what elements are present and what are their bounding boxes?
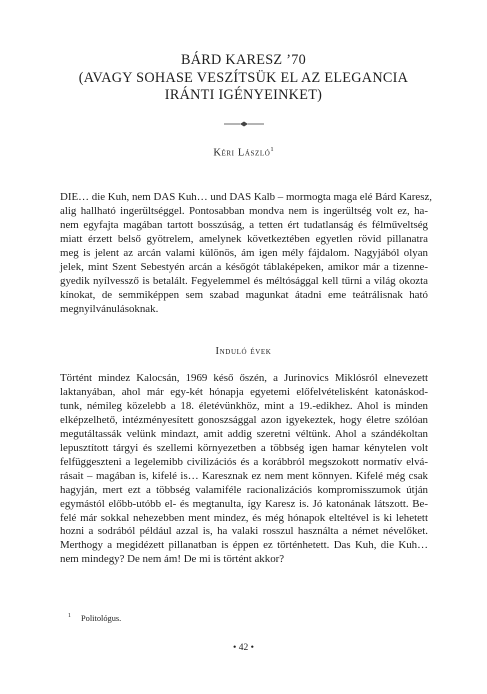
text-line: kínokat, de semmiképpen sem szabad magunkat átadni eme teátrálisnak ható bbox=[60, 288, 428, 301]
text-line: meg is jelent az arcán valami különös, ám igen mély fájdalom. Nagyjából olyan bbox=[60, 246, 428, 259]
author-line bbox=[60, 146, 427, 159]
text-line: gyedik nyílvessző is betalált. Fegyelemmel és méltósággal kell tűrni a világ okozta bbox=[60, 274, 428, 287]
body-paragraph bbox=[60, 372, 428, 567]
author-name: Kéri László bbox=[213, 147, 271, 159]
text-line: megnyilvánulásoknak. bbox=[60, 302, 159, 315]
text-line: laktanyában, ahol már egy-két hónapja egyetemi előfelvételisként katonáskod- bbox=[60, 385, 428, 398]
text-line: jelek, mint Szent Sebestyén arcán a későgót táblaképeken, amikor már a tizenne- bbox=[60, 260, 428, 273]
title-line: (AVAGY SOHASE VESZÍTSÜK EL AZ ELEGANCIA bbox=[78, 69, 409, 86]
intro-paragraph bbox=[60, 191, 433, 317]
divider-ornament bbox=[224, 120, 264, 128]
text-line: Merthogy a megidézett pillanatban is éppen ez történhetett. Das Kuh, die Kuh… bbox=[60, 539, 428, 552]
text-line: nem egyfajta magában tartott bosszúság, a tetten ért tudatlanság és félműveltség bbox=[60, 218, 428, 231]
text-line: DIE… die Kuh, nem DAS Kuh… und DAS Kalb – mormogta maga elé Bárd Karesz, bbox=[60, 191, 433, 203]
text-line: felfüggeszteni a legelemibb civilizációs és a korábbról megszokott normatív elvá- bbox=[60, 455, 428, 468]
text-line: hozni a sodrából például azzal is, ha valaki rosszul használta a német névelőket. bbox=[60, 525, 428, 538]
chapter-title bbox=[60, 52, 427, 105]
text-line: Történt mindez Kalocsán, 1969 késő őszén, a Jurinovics Miklósról elnevezett bbox=[60, 372, 428, 384]
text-line: nem mindegy? De nem ám! De mi is történt akkor? bbox=[60, 553, 285, 566]
title-line: IRÁNTI IGÉNYEINKET) bbox=[164, 87, 323, 103]
author-footnote-mark: 1 bbox=[270, 146, 274, 153]
page-number: • 42 • bbox=[233, 643, 254, 653]
text-line: tunk, némileg közelebb a 18. életévünkhöz, mint a 19.-edikhez. Ahol is minden bbox=[60, 399, 428, 412]
text-line: alig hallható ingerültséggel. Pontosabban mondva nem is ingerültség volt ez, ha- bbox=[60, 204, 428, 217]
text-line: felé már sokkal nehezebben ment mindez, és még hónapok elteltével is ki lehetett bbox=[60, 511, 428, 524]
title-line: BÁRD KARESZ ’70 bbox=[180, 52, 307, 68]
footnote bbox=[68, 613, 121, 623]
text-line: lepusztított tárgyi és szellemi környezetben a többség igen hamar kénytelen volt bbox=[60, 441, 428, 454]
text-line: hagyján, mert ezt a többség valamiféle racionalizációs kompromisszumok útján bbox=[60, 483, 428, 496]
section-heading: Induló évek bbox=[215, 346, 272, 357]
text-line: megutáltassák velünk mindazt, amit addig szeretni véltünk. Ahol a szándékoltan bbox=[60, 427, 428, 440]
text-line: rásait – magában is, kifelé is… Karesznak ez nem ment könnyen. Kifelé még csak bbox=[60, 469, 428, 482]
footnote-mark: 1 bbox=[68, 613, 71, 619]
text-line: egymástól előbb-utóbb el- és megtanulta, így Karesz is. Jó katonának látszott. Be- bbox=[60, 497, 428, 510]
text-line: miatt érzett belső gyötrelem, amelynek következtében egyetlen rövid pillanatra bbox=[60, 232, 428, 245]
footnote-text: Politológus. bbox=[81, 613, 122, 623]
text-line: elképzelhető, intézményesített gonoszsággal azon igyekeztek, hogy életre szólóan bbox=[60, 413, 428, 426]
